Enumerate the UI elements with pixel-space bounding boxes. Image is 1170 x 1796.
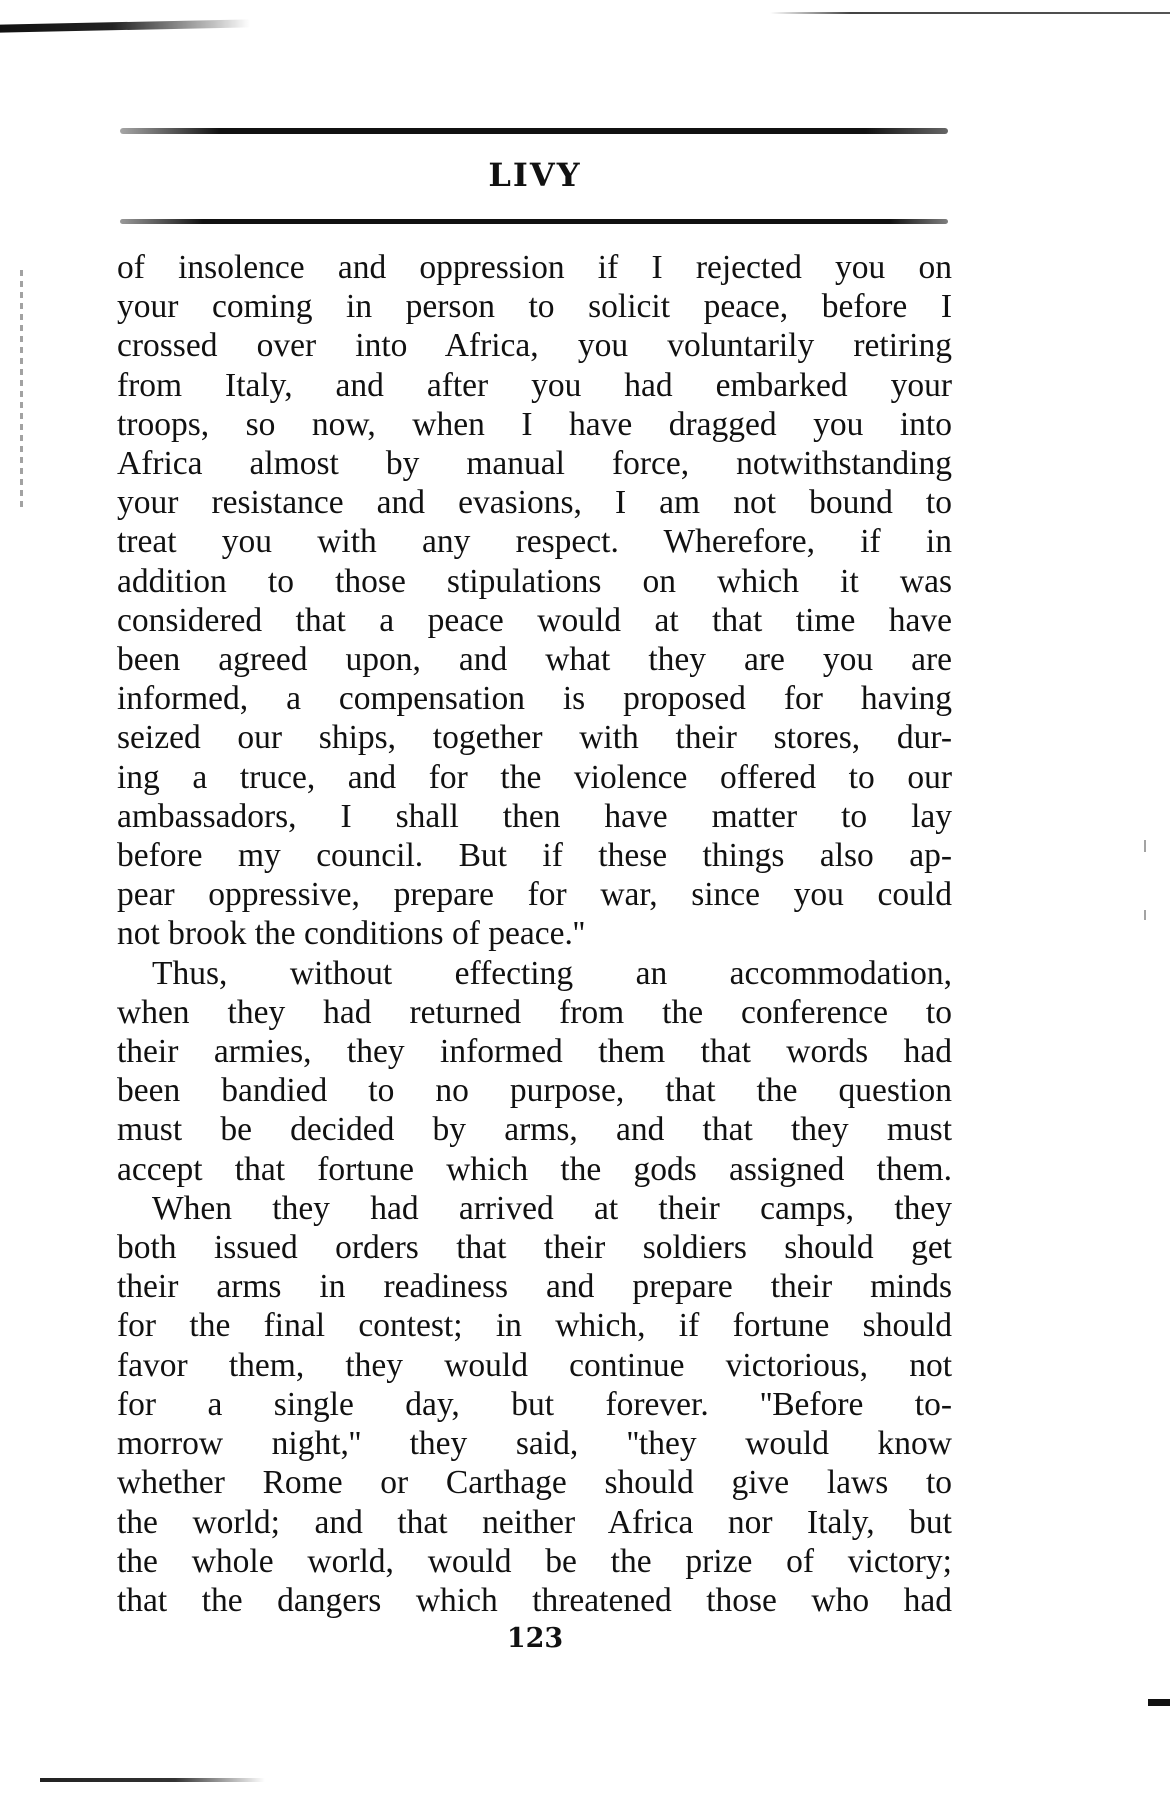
text-line: When they had arrived at their camps, they [152, 1189, 952, 1227]
text-line: crossed over into Africa, you voluntarily retiring [117, 327, 952, 365]
text-line: favor them, they would continue victorious, not [117, 1346, 952, 1384]
text-line: for a single day, but forever. ''Before to- [117, 1385, 952, 1423]
text-line: informed, a compensation is proposed for having [117, 680, 952, 718]
text-line: Africa almost by manual force, notwithstanding [117, 445, 952, 483]
text-line: that the dangers which threatened those who had [117, 1581, 952, 1619]
page-number: 123 [506, 1623, 564, 1654]
scan-artifact-top-left [0, 19, 250, 32]
text-line: from Italy, and after you had embarked your [117, 366, 952, 404]
text-line: ambassadors, I shall then have matter to lay [117, 797, 952, 835]
body-text [117, 248, 952, 1620]
text-line: ing a truce, and for the violence offered to our [117, 758, 952, 796]
scan-artifact-bottom-right [1148, 1699, 1170, 1706]
text-line: morrow night,'' they said, ''they would know [117, 1425, 952, 1463]
header-bottom-rule [120, 219, 948, 224]
text-line: the world; and that neither Africa nor Italy, but [117, 1503, 952, 1541]
text-line: before my council. But if these things also ap- [117, 837, 952, 875]
text-line: treat you with any respect. Wherefore, if in [117, 523, 952, 561]
text-line: must be decided by arms, and that they must [117, 1111, 952, 1149]
text-line: your resistance and evasions, I am not bound to [117, 484, 952, 522]
text-line: your coming in person to solicit peace, before I [117, 288, 952, 326]
text-line: not brook the conditions of peace.'' [117, 915, 585, 953]
text-line: of insolence and oppression if I rejected you on [117, 249, 952, 286]
text-line: considered that a peace would at that time have [117, 601, 952, 639]
running-head-title: LIVY [488, 156, 582, 194]
text-line: their arms in readiness and prepare their minds [117, 1268, 952, 1306]
text-line: pear oppressive, prepare for war, since you could [117, 876, 952, 914]
text-line: when they had returned from the conference to [117, 993, 952, 1031]
text-line: both issued orders that their soldiers should get [117, 1229, 952, 1267]
text-line: for the final contest; in which, if fortune should [117, 1307, 952, 1345]
text-line: whether Rome or Carthage should give laws to [117, 1464, 952, 1502]
text-line: Thus, without effecting an accommodation, [152, 954, 952, 992]
text-line: seized our ships, together with their stores, dur- [117, 719, 952, 757]
scan-artifact-left-edge [20, 270, 23, 510]
text-line: been agreed upon, and what they are you are [117, 641, 952, 679]
text-line: their armies, they informed them that words had [117, 1033, 952, 1071]
text-line: troops, so now, when I have dragged you into [117, 405, 952, 443]
text-line: addition to those stipulations on which it was [117, 562, 952, 600]
scan-artifact-top-right [770, 12, 1170, 14]
header-top-rule [120, 128, 948, 134]
text-line: accept that fortune which the gods assigned them. [117, 1150, 952, 1188]
text-line: been bandied to no purpose, that the question [117, 1072, 952, 1110]
text-line: the whole world, would be the prize of victory; [117, 1542, 952, 1580]
scan-artifact-bottom-left [40, 1778, 265, 1782]
scan-artifact-right-edge [1144, 840, 1146, 920]
